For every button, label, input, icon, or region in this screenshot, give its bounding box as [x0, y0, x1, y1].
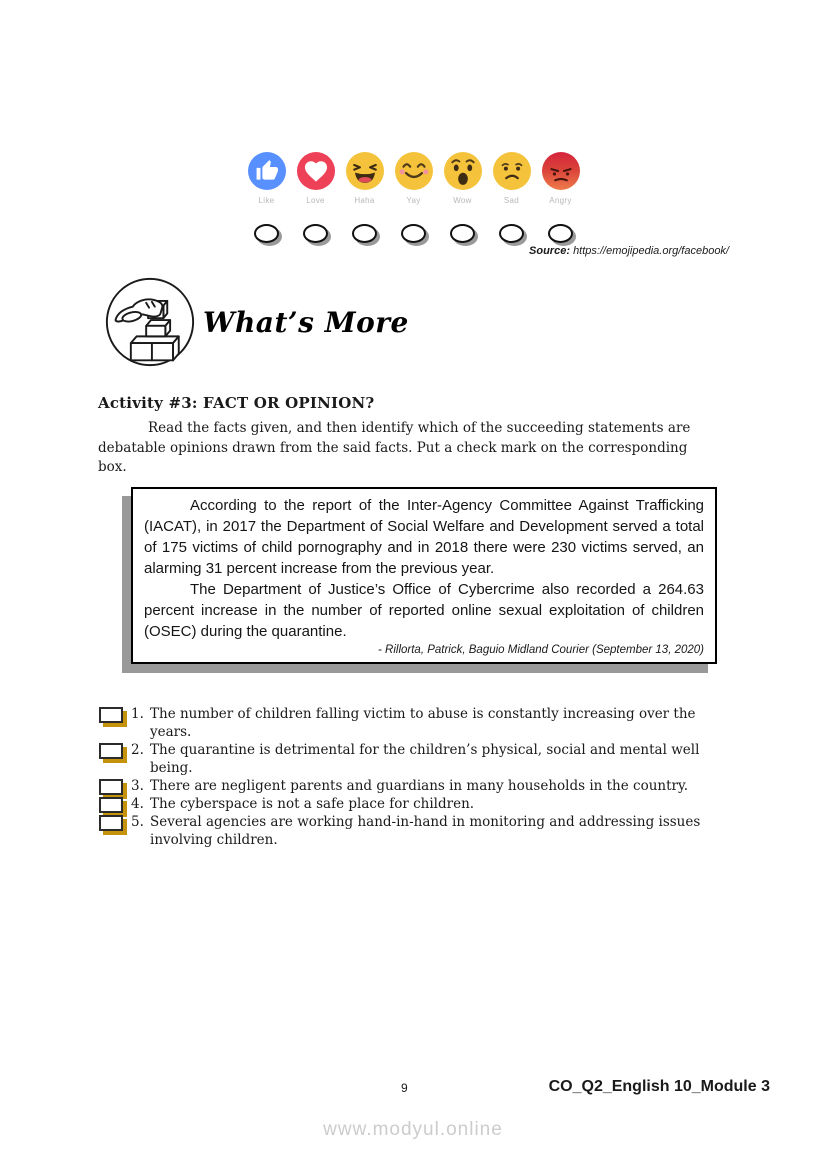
- answer-oval-6[interactable]: [499, 224, 524, 243]
- angry-reaction-icon: [542, 152, 580, 190]
- love-reaction-icon: [297, 152, 335, 190]
- reaction-label-love: Love: [306, 196, 325, 205]
- answer-oval-7[interactable]: [548, 224, 573, 243]
- activity-title: Activity #3: FACT OR OPINION?: [98, 394, 375, 412]
- statement-checkbox-4[interactable]: [99, 797, 123, 813]
- statement-text-1: The number of children falling victim to abuse is constantly increasing over the years.: [150, 706, 696, 740]
- watermark: www.modyul.online: [323, 1119, 503, 1140]
- statement-number-5: 5.: [131, 814, 144, 830]
- facebook-reactions-row: [242, 152, 585, 205]
- statement-number-2: 2.: [131, 742, 144, 758]
- fact-citation: - Rillorta, Patrick, Baguio Midland Courier (September 13, 2020): [378, 644, 704, 656]
- sad-reaction-icon: [493, 152, 531, 190]
- section-title: What’s More: [203, 306, 409, 339]
- statement-row-2: [99, 741, 723, 777]
- reaction-wow: [438, 152, 487, 205]
- statement-row-5: [99, 813, 723, 849]
- fact-paragraph-1: According to the report of the Inter-Agency Committee Against Trafficking (IACAT), in 2017 the Department of Social Welfare and Development served a total of 175 victims of child pornography and in 2018 there were 230 victims served, an alarming 31 percent increase from the previous year.: [144, 497, 704, 577]
- statement-number-3: 3.: [131, 778, 144, 794]
- statement-row-1: [99, 705, 723, 741]
- hand-stacking-blocks-icon: [104, 276, 196, 368]
- statement-checkbox-1[interactable]: [99, 707, 123, 723]
- reaction-angry: [536, 152, 585, 205]
- answer-oval-4[interactable]: [401, 224, 426, 243]
- answer-oval-5[interactable]: [450, 224, 475, 243]
- reaction-love: [291, 152, 340, 205]
- reaction-yay: [389, 152, 438, 205]
- haha-reaction-icon: [346, 152, 384, 190]
- statement-number-1: 1.: [131, 706, 144, 722]
- reaction-haha: [340, 152, 389, 205]
- statement-text-3: There are negligent parents and guardians in many households in the country.: [150, 778, 689, 794]
- yay-reaction-icon: [395, 152, 433, 190]
- statement-text-5: Several agencies are working hand-in-hand in monitoring and addressing issues involving children.: [150, 814, 701, 848]
- reaction-label-haha: Haha: [354, 196, 375, 205]
- fact-paragraph-2: The Department of Justice’s Office of Cybercrime also recorded a 264.63 percent increase in the number of reported online sexual exploitation of children (OSEC) during the quarantine.: [144, 581, 704, 640]
- wow-reaction-icon: [444, 152, 482, 190]
- statement-row-3: [99, 777, 723, 795]
- statements-list: [99, 705, 723, 849]
- answer-oval-1[interactable]: [254, 224, 279, 243]
- reaction-label-sad: Sad: [503, 196, 520, 205]
- reaction-label-angry: Angry: [549, 196, 572, 205]
- image-source-credit: [529, 245, 729, 257]
- reaction-label-wow: Wow: [453, 196, 472, 205]
- answer-ovals-row: [242, 224, 585, 243]
- reaction-label-like: Like: [258, 196, 275, 205]
- answer-oval-3[interactable]: [352, 224, 377, 243]
- fact-box: [131, 487, 717, 664]
- reaction-sad: [487, 152, 536, 205]
- answer-oval-2[interactable]: [303, 224, 328, 243]
- activity-instructions: Read the facts given, and then identify which of the succeeding statements are debatable opinions drawn from the said facts. Put a check mark on the corresponding box.: [98, 420, 691, 475]
- statement-checkbox-2[interactable]: [99, 743, 123, 759]
- page-number: 9: [401, 1081, 408, 1095]
- reaction-label-yay: Yay: [406, 196, 421, 205]
- source-url: https://emojipedia.org/facebook/: [573, 245, 729, 257]
- statement-number-4: 4.: [131, 796, 144, 812]
- statement-text-4: The cyberspace is not a safe place for children.: [150, 796, 475, 812]
- reaction-like: [242, 152, 291, 205]
- source-label: Source:: [529, 245, 570, 257]
- activity-section: [98, 394, 718, 478]
- statement-row-4: [99, 795, 723, 813]
- statement-checkbox-3[interactable]: [99, 779, 123, 795]
- module-code: CO_Q2_English 10_Module 3: [548, 1078, 770, 1095]
- statement-checkbox-5[interactable]: [99, 815, 123, 831]
- statement-text-2: The quarantine is detrimental for the children’s physical, social and mental well being.: [150, 742, 700, 776]
- like-reaction-icon: [248, 152, 286, 190]
